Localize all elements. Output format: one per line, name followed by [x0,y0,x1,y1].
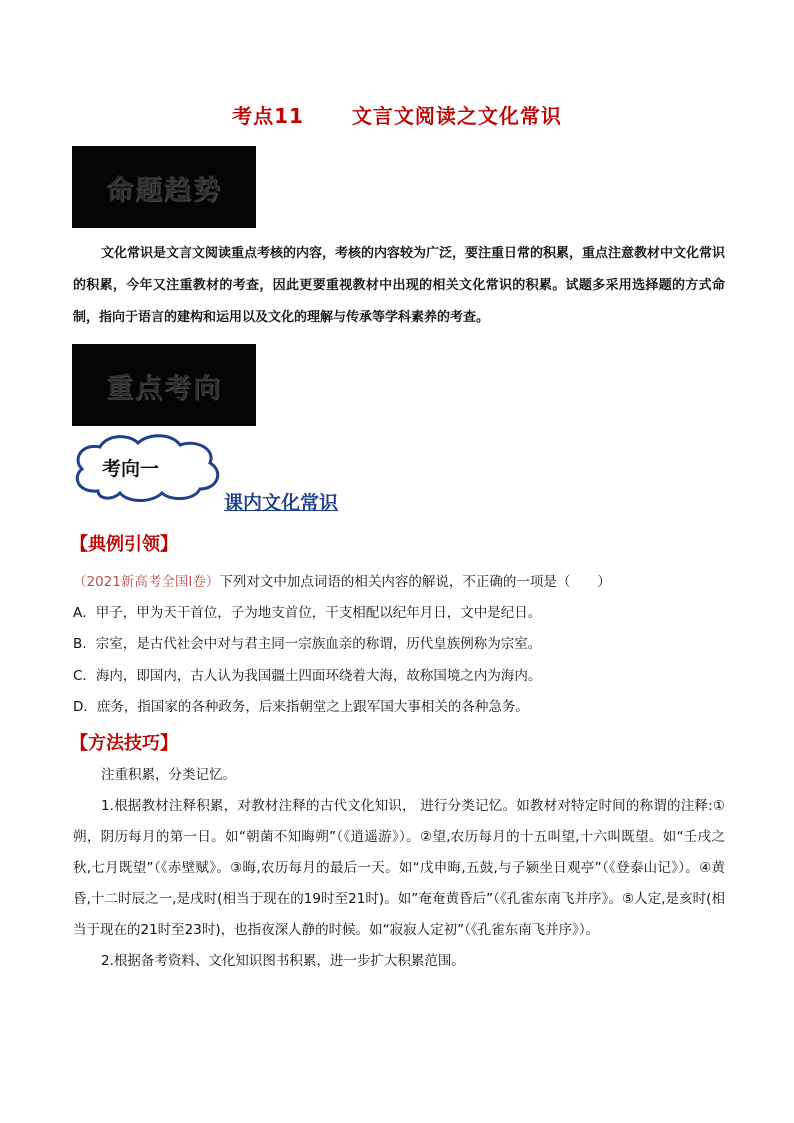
intro-paragraph: 文化常识是文言文阅读重点考核的内容，考核的内容较为广泛，要注重日常的积累，重点注意教材中文化常识的积累，今年又注重教材的考查，因此更要重视教材中出现的相关文化常识的积累。试题多采用选择题的方式命制，指向于语言的建构和运用以及文化的理解与传承等学科素养的考查。 [73,246,726,325]
option-d: D．庶务，指国家的各种政务，后来指朝堂之上跟军国大事相关的各种急务。 [73,699,529,715]
option-c: C．海内，即国内，古人认为我国疆土四面环绕着大海，故称国境之内为海内。 [73,668,542,684]
example-source: （2021新高考全国Ⅰ卷） [73,574,220,590]
option-a: A．甲子，甲为天干首位，子为地支首位，干支相配以纪年月日，文中是纪日。 [73,605,542,621]
method-paragraph: 1.根据教材注释积累，对教材注释的古代文化知识， 进行分类记忆。如教材对特定时间的称谓的注释:①朔，阴历每月的第一日。如“朝菌不知晦朔”（《逍遥游》）。②望,农历每月的十五叫望,十六叫既望。如“壬戌之秋,七月既望”（《赤壁赋》。③晦,农历每月的最后一天。如“戊申晦,五鼓,与子颍坐日观亭”（《登泰山记》）。④黄昏,十二时辰之一,是戌时(相当于现在的19时至21时)。如”奄奄黄昏后”（《孔雀东南飞并序》。⑤人定,是亥时(相当于现在的21时至23时)，也指夜深人静的时候。如“寂寂人定初”（《孔雀东南飞并序》）。 [73,798,725,938]
title-topic-number: 考点11 [232,104,304,128]
direction-subtitle: 课内文化常识 [224,492,339,514]
method-heading: 【方法技巧】 [70,733,178,754]
method-body [73,760,725,977]
page-title [0,100,794,129]
title-topic-name: 文言文阅读之文化常识 [351,104,562,128]
banner-trend [72,146,256,228]
method-paragraph: 2.根据备考资料、文化知识图书积累，进一步扩大积累范围。 [101,953,465,969]
direction-label: 考向一 [102,458,160,480]
example-question-text: 下列对文中加点词语的相关内容的解说，不正确的一项是（ ） [219,574,611,590]
method-paragraph: 注重积累，分类记忆。 [101,767,236,783]
example-heading: 【典例引领】 [70,534,178,555]
option-b: B．宗室，是古代社会中对与君主同一宗族血亲的称谓，历代皇族例称为宗室。 [73,636,542,652]
banner-focus-text: 重点考向 [106,372,222,404]
banner-focus [72,344,256,426]
banner-trend-text: 命题趋势 [106,174,222,206]
example-question [73,570,611,590]
